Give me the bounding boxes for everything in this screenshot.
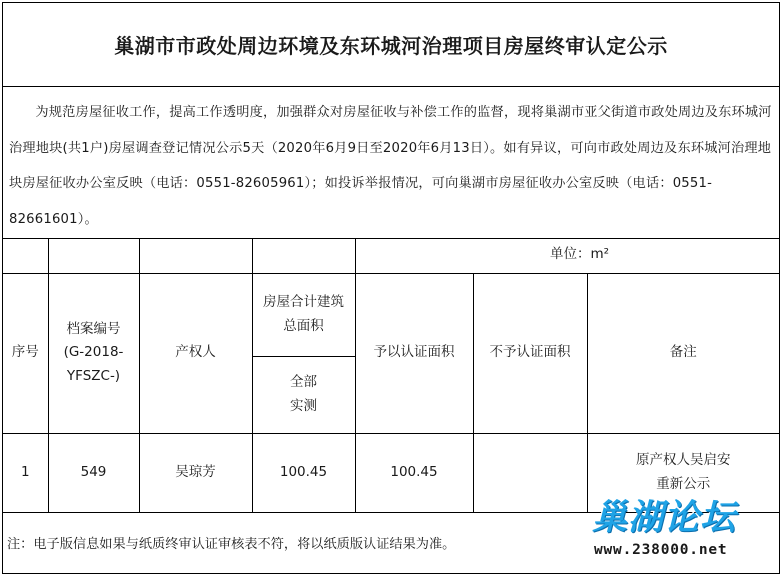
cell-measured: 100.45 — [252, 433, 355, 512]
notice-document — [2, 2, 780, 574]
header-row-1 — [3, 273, 779, 356]
header-remarks: 备注 — [587, 273, 779, 433]
cell-seq: 1 — [3, 433, 48, 512]
unit-row — [3, 238, 779, 273]
watermark-url: www.238000.net — [594, 542, 728, 558]
unit-label: 单位：m² — [355, 238, 779, 273]
notice-title: 巢湖市市政处周边环境及东环城河治理项目房屋终审认定公示 — [3, 3, 779, 87]
header-owner: 产权人 — [139, 273, 252, 433]
header-recognized: 予以认证面积 — [355, 273, 473, 433]
house-table — [3, 238, 779, 513]
watermark-logo — [586, 490, 776, 570]
header-archive: 档案编号 (G-2018- YFSZC-) — [48, 273, 139, 433]
notice-intro: 为规范房屋征收工作，提高工作透明度，加强群众对房屋征收与补偿工作的监督，现将巢湖市亚父街道市政处周边及东环城河治理地块(共1户)房屋调查登记情况公示5天（2020年6月9日至2020年6月13日）。如有异议，可向市政处周边及东环城河治理地块房屋征收办公室反映（电话：0551-82605961）；如投诉举报情况，可向巢湖市房屋征收办公室反映（电话：0551-82661601）。 — [3, 87, 779, 239]
footer-note: 注：电子版信息如果与纸质终审认证审核表不符，将以纸质版认证结果为准。 — [7, 537, 456, 552]
watermark-brand: 巢湖论坛 — [592, 498, 737, 538]
header-total-area: 房屋合计建筑 总面积 — [252, 273, 355, 356]
cell-remarks: 原产权人吴启安 重新公示 — [587, 433, 779, 512]
cell-owner: 吴琼芳 — [139, 433, 252, 512]
cell-archive: 549 — [48, 433, 139, 512]
header-measured: 全部 实测 — [252, 356, 355, 433]
cell-not-recognized — [473, 433, 587, 512]
header-not-recognized: 不予认证面积 — [473, 273, 587, 433]
cell-recognized: 100.45 — [355, 433, 473, 512]
header-seq: 序号 — [3, 273, 48, 433]
